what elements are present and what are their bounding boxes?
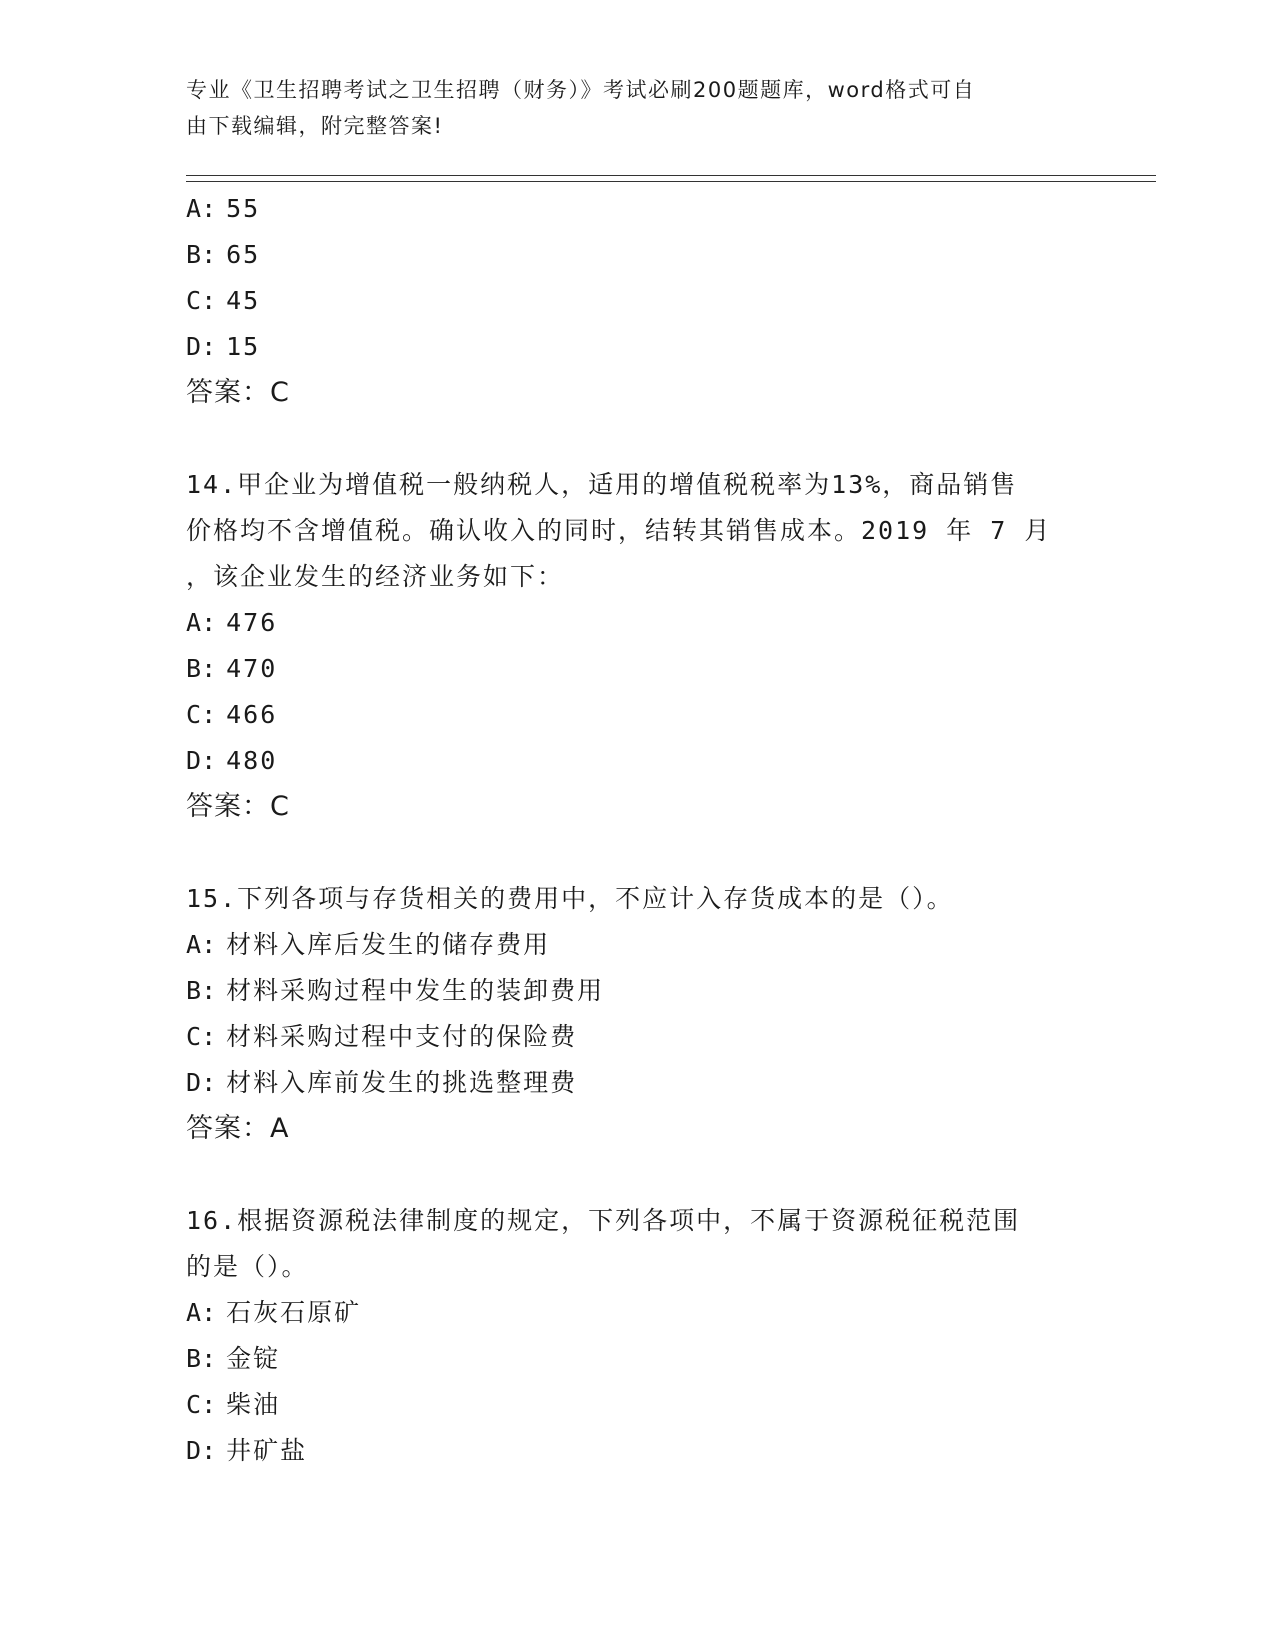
option-a: A: 石灰石原矿 xyxy=(186,1298,362,1327)
header-line-2: 由下载编辑，附完整答案! xyxy=(186,114,444,138)
option-d: D: 15 xyxy=(186,332,261,361)
option-d: D: 材料入库前发生的挑选整理费 xyxy=(186,1068,578,1097)
answer: 答案：C xyxy=(186,791,290,822)
question-text-line: 15.下列各项与存货相关的费用中，不应计入存货成本的是（）。 xyxy=(186,884,954,913)
header-line-1: 专业《卫生招聘考试之卫生招聘（财务）》考试必刷200题题库，word格式可自 xyxy=(186,78,976,102)
answer: 答案：A xyxy=(186,1113,290,1144)
option-b: B: 65 xyxy=(186,240,261,269)
question-text-line: 价格均不含增值税。确认收入的同时，结转其销售成本。2019 年 7 月 xyxy=(186,516,1052,545)
option-d: D: 480 xyxy=(186,746,278,775)
question-text-line: 14.甲企业为增值税一般纳税人，适用的增值税税率为13%，商品销售 xyxy=(186,470,1018,499)
document-header xyxy=(186,72,1066,144)
option-c: C: 柴油 xyxy=(186,1390,281,1419)
question-text-line: 16.根据资源税法律制度的规定，下列各项中，不属于资源税征税范围 xyxy=(186,1206,1021,1235)
option-c: C: 466 xyxy=(186,700,278,729)
option-c: C: 45 xyxy=(186,286,261,315)
option-a: A: 材料入库后发生的储存费用 xyxy=(186,930,551,959)
question-14 xyxy=(186,462,1086,830)
question-text-line: ，该企业发生的经济业务如下： xyxy=(186,562,565,591)
option-b: B: 470 xyxy=(186,654,278,683)
option-a: A: 476 xyxy=(186,608,278,637)
question-text-line: 的是（）。 xyxy=(186,1252,309,1281)
option-b: B: 材料采购过程中发生的装卸费用 xyxy=(186,976,605,1005)
question-16 xyxy=(186,1198,1086,1474)
option-b: B: 金锭 xyxy=(186,1344,281,1373)
question-list xyxy=(186,186,1086,1474)
question-13-continued xyxy=(186,186,1086,416)
header-divider-bottom xyxy=(186,181,1156,182)
question-15 xyxy=(186,876,1086,1152)
option-c: C: 材料采购过程中支付的保险费 xyxy=(186,1022,578,1051)
option-a: A: 55 xyxy=(186,194,261,223)
header-divider-top xyxy=(186,175,1156,176)
option-d: D: 井矿盐 xyxy=(186,1436,308,1465)
answer: 答案：C xyxy=(186,377,290,408)
